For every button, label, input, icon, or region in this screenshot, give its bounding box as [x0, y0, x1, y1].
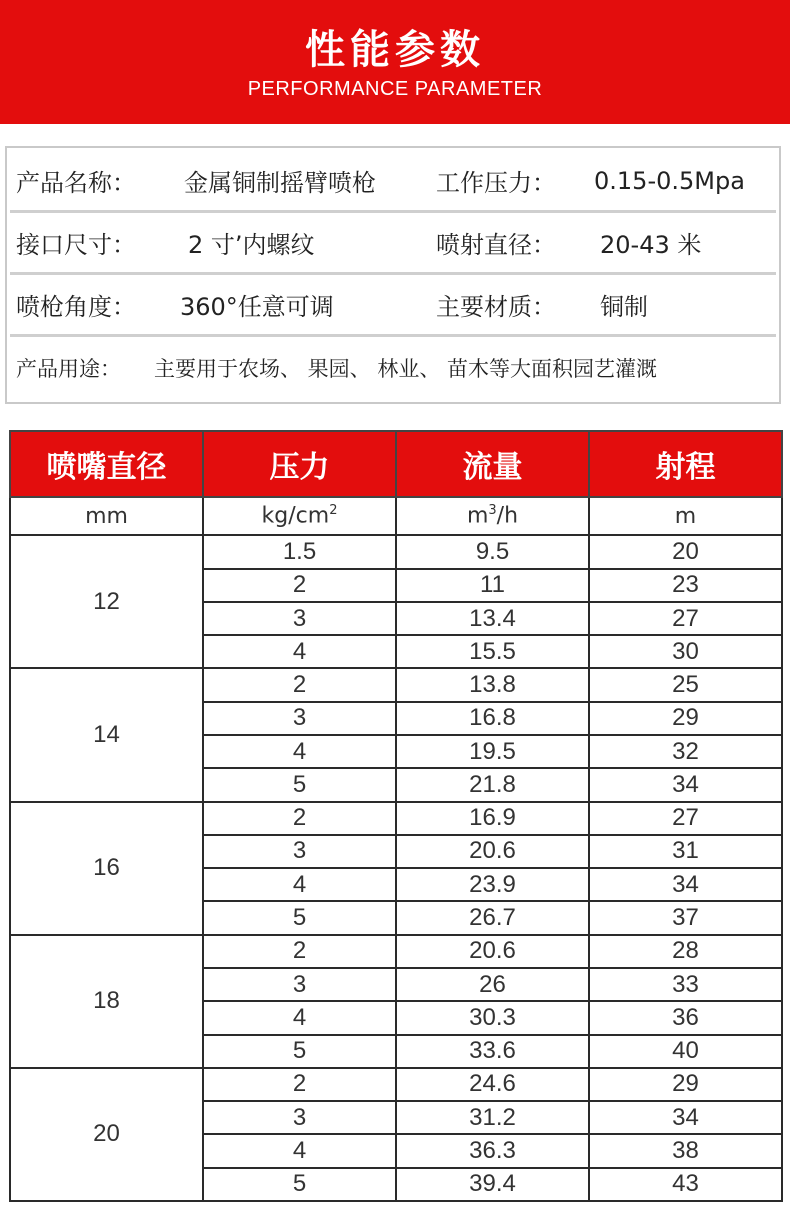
- flow-cell: 15.5: [396, 635, 589, 668]
- interface-value: 2 寸’内螺纹: [188, 231, 315, 259]
- table-row: [10, 668, 782, 701]
- flow-cell: 11: [396, 569, 589, 602]
- unit-pressure-base: kg/cm: [261, 503, 330, 529]
- range-cell: 31: [589, 835, 782, 868]
- flow-cell: 20.6: [396, 935, 589, 968]
- flow-cell: 33.6: [396, 1035, 589, 1068]
- pressure-cell: 3: [203, 968, 396, 1001]
- unit-row: [10, 497, 782, 535]
- unit-flow-tail: /h: [496, 503, 519, 529]
- range-cell: 34: [589, 768, 782, 801]
- pressure-cell: 3: [203, 702, 396, 735]
- spec-row-usage: [10, 337, 776, 399]
- angle-label: 喷枪角度：: [16, 293, 136, 321]
- flow-cell: 13.8: [396, 668, 589, 701]
- table-row: [10, 1068, 782, 1101]
- angle-value: 360°任意可调: [180, 293, 334, 321]
- range-label: 喷射直径：: [436, 231, 556, 259]
- range-cell: 23: [589, 569, 782, 602]
- flow-cell: 30.3: [396, 1001, 589, 1034]
- pressure-cell: 5: [203, 768, 396, 801]
- pressure-cell: 4: [203, 1134, 396, 1167]
- spec-box: [5, 146, 781, 404]
- unit-range: m: [589, 497, 782, 535]
- pressure-cell: 2: [203, 935, 396, 968]
- unit-flow: [396, 497, 589, 535]
- pressure-cell: 5: [203, 1168, 396, 1201]
- flow-cell: 26: [396, 968, 589, 1001]
- pressure-cell: 5: [203, 901, 396, 934]
- pressure-cell: 4: [203, 1001, 396, 1034]
- product-name-value: 金属铜制摇臂喷枪: [184, 169, 376, 197]
- range-cell: 37: [589, 901, 782, 934]
- usage-value: 主要用于农场、 果园、 林业、 苗木等大面积园艺灌溉: [154, 357, 658, 381]
- pressure-cell: 4: [203, 635, 396, 668]
- flow-cell: 23.9: [396, 868, 589, 901]
- header-pressure: 压力: [203, 431, 396, 497]
- nozzle-diameter-cell: 16: [10, 802, 203, 935]
- pressure-cell: 2: [203, 668, 396, 701]
- nozzle-diameter-cell: 18: [10, 935, 203, 1068]
- table-header-row: [10, 431, 782, 497]
- range-cell: 27: [589, 602, 782, 635]
- unit-diameter: mm: [10, 497, 203, 535]
- pressure-cell: 4: [203, 735, 396, 768]
- range-cell: 34: [589, 1101, 782, 1134]
- flow-cell: 31.2: [396, 1101, 589, 1134]
- spec-row-interface: [10, 213, 776, 275]
- material-label: 主要材质：: [436, 293, 556, 321]
- header-banner: [0, 0, 790, 124]
- spec-row-angle: [10, 275, 776, 337]
- unit-pressure-sup: 2: [329, 503, 338, 519]
- page-title: 性能参数: [305, 27, 485, 73]
- flow-cell: 9.5: [396, 535, 589, 568]
- range-cell: 29: [589, 702, 782, 735]
- unit-flow-base: m: [466, 503, 489, 529]
- nozzle-diameter-cell: 20: [10, 1068, 203, 1201]
- flow-cell: 39.4: [396, 1168, 589, 1201]
- nozzle-diameter-cell: 14: [10, 668, 203, 801]
- usage-label: 产品用途：: [16, 357, 121, 381]
- flow-cell: 36.3: [396, 1134, 589, 1167]
- pressure-cell: 2: [203, 1068, 396, 1101]
- range-cell: 34: [589, 868, 782, 901]
- nozzle-diameter-cell: 12: [10, 535, 203, 668]
- range-cell: 27: [589, 802, 782, 835]
- range-cell: 28: [589, 935, 782, 968]
- range-cell: 29: [589, 1068, 782, 1101]
- material-value: 铜制: [600, 293, 648, 321]
- pressure-cell: 3: [203, 835, 396, 868]
- header-diameter: 喷嘴直径: [10, 431, 203, 497]
- table-row: [10, 935, 782, 968]
- performance-table: [9, 430, 783, 1202]
- range-cell: 43: [589, 1168, 782, 1201]
- page-subtitle: PERFORMANCE PARAMETER: [247, 78, 543, 100]
- flow-cell: 26.7: [396, 901, 589, 934]
- flow-cell: 21.8: [396, 768, 589, 801]
- flow-cell: 19.5: [396, 735, 589, 768]
- pressure-cell: 5: [203, 1035, 396, 1068]
- pressure-cell: 3: [203, 1101, 396, 1134]
- range-cell: 36: [589, 1001, 782, 1034]
- pressure-cell: 2: [203, 802, 396, 835]
- table-row: [10, 535, 782, 568]
- pressure-value: 0.15-0.5Mpa: [594, 166, 745, 195]
- range-cell: 40: [589, 1035, 782, 1068]
- interface-label: 接口尺寸：: [16, 231, 136, 259]
- pressure-cell: 3: [203, 602, 396, 635]
- spec-row-name: [10, 151, 776, 213]
- unit-pressure: [203, 497, 396, 535]
- flow-cell: 16.8: [396, 702, 589, 735]
- pressure-cell: 4: [203, 868, 396, 901]
- flow-cell: 20.6: [396, 835, 589, 868]
- unit-flow-sup: 3: [488, 503, 497, 519]
- range-cell: 38: [589, 1134, 782, 1167]
- range-value: 20-43 米: [600, 231, 702, 259]
- pressure-label: 工作压力：: [436, 169, 556, 197]
- range-cell: 25: [589, 668, 782, 701]
- flow-cell: 24.6: [396, 1068, 589, 1101]
- flow-cell: 13.4: [396, 602, 589, 635]
- range-cell: 30: [589, 635, 782, 668]
- range-cell: 33: [589, 968, 782, 1001]
- table-row: [10, 802, 782, 835]
- pressure-cell: 2: [203, 569, 396, 602]
- header-flow: 流量: [396, 431, 589, 497]
- range-cell: 20: [589, 535, 782, 568]
- flow-cell: 16.9: [396, 802, 589, 835]
- range-cell: 32: [589, 735, 782, 768]
- pressure-cell: 1.5: [203, 535, 396, 568]
- header-range: 射程: [589, 431, 782, 497]
- product-name-label: 产品名称：: [16, 169, 136, 197]
